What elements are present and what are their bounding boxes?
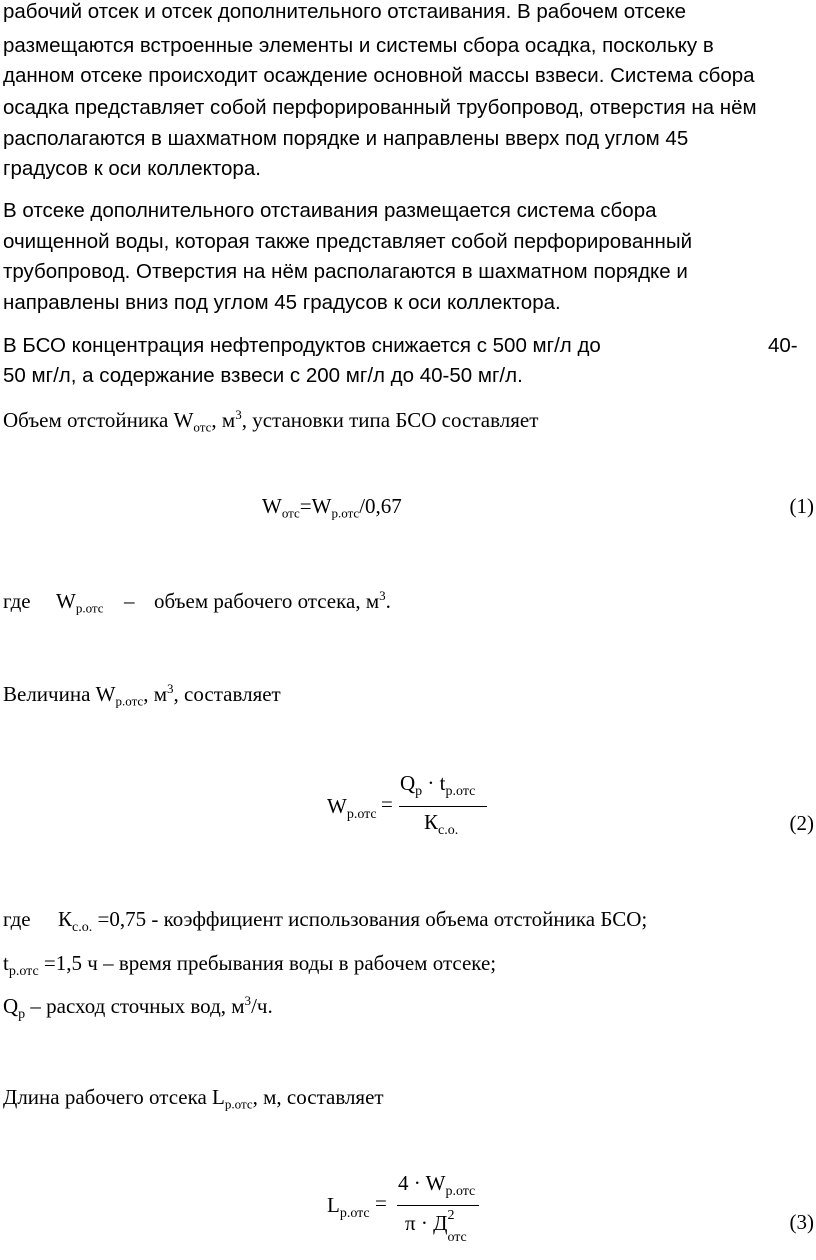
equation-2-number: (2) [789, 811, 814, 835]
volume-intro: Объем отстойника $W_{отс}$, $м^3$, установки типа БСО составляет [3, 407, 539, 435]
equation-3-equals: = [375, 1191, 387, 1215]
paragraph-2-line-4: направлены вниз под углом 45 градусов к оси коллектора. [3, 291, 561, 314]
equation-2-fraction-bar [399, 806, 487, 807]
equation-1: $W_{отс}=W_{р.отс}/0,67$ [262, 494, 402, 521]
paragraph-3-line-1-end: 40- [768, 334, 798, 357]
equation-2-equals: = [381, 792, 393, 816]
where-2-k: $К_{с.о.} =0,75$ - коэффициент использования объема отстойника БСО; [58, 907, 648, 935]
equation-3-fraction-bar [397, 1205, 479, 1206]
paragraph-2-line-3: трубопровод. Отверстия на нём располагаются в шахматном порядке и [3, 260, 688, 283]
paragraph-1-line-1: рабочий отсек и отсек дополнительного отстаивания. В рабочем отсеке [3, 0, 687, 23]
equation-1-number: (1) [789, 494, 814, 518]
equation-3-numerator: $4 \cdot W_{р.отс}$ [398, 1171, 476, 1199]
magnitude-intro: Величина $W_{р.отс}$, $м^3$, составляет [3, 681, 281, 709]
paragraph-3-line-1: В БСО концентрация нефтепродуктов снижается с 500 мг/л до [3, 334, 601, 357]
paragraph-1-line-4: осадка представляет собой перфорированный трубопровод, отверстия на нём [3, 96, 757, 119]
equation-2-denominator: $К_{с.о.}$ [424, 810, 459, 838]
paragraph-2-line-2: очищенной воды, которая также представляет собой перфорированный [3, 230, 693, 253]
where-1-dash: – [124, 589, 135, 613]
paragraph-2-line-1: В отсеке дополнительного отстаивания размещается система сбора [3, 199, 657, 222]
paragraph-1-line-5: располагаются в шахматном порядке и направлены вверх под углом 45 [3, 127, 689, 150]
where-label-1: где [3, 589, 31, 613]
equation-3-number: (3) [789, 1210, 814, 1234]
where-1-description: объем рабочего отсека, $м^3$. [154, 588, 391, 613]
equation-3-denominator: π · Д 2 отс [405, 1208, 467, 1245]
equation-2-lhs: $W_{р.отс}$ [327, 794, 377, 822]
equation-3-lhs: $L_{р.отс}$ [327, 1193, 370, 1221]
paragraph-3-line-2: 50 мг/л, а содержание взвеси с 200 мг/л до 40-50 мг/л. [3, 364, 523, 387]
where-1-symbol: $W_{р.отс}$ [56, 589, 104, 616]
paragraph-1-line-3: данном отсеке происходит осаждение основной массы взвеси. Система сбора [3, 64, 755, 87]
where-2-q: $Q_р$ – расход сточных вод, $м^3/ч$. [3, 993, 273, 1022]
paragraph-1-line-6: градусов к оси коллектора. [3, 157, 261, 180]
where-label-2: где [3, 907, 31, 931]
length-intro: Длина рабочего отсека $L_{р.отс}$, м, составляет [3, 1085, 384, 1112]
equation-2-numerator: $Q_р \cdot t_{р.отс}$ [400, 771, 476, 799]
paragraph-1-line-2: размещаются встроенные элементы и системы сбора осадка, поскольку в [3, 34, 714, 57]
where-2-t: $t_{р.отс} =1,5$ ч – время пребывания воды в рабочем отсеке; [3, 951, 497, 979]
